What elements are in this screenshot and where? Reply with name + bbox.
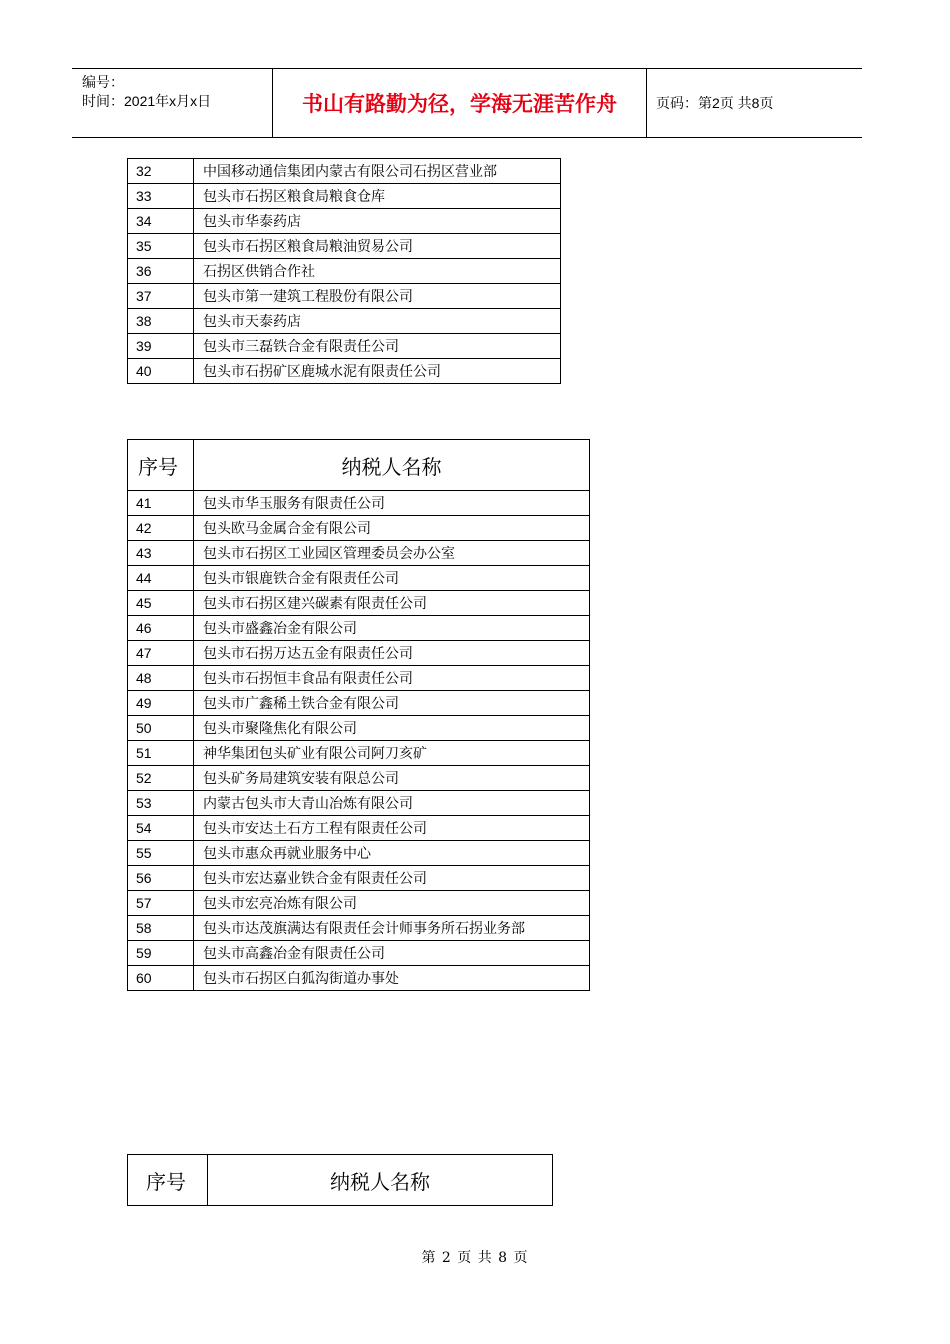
row-number: 44 bbox=[128, 566, 194, 591]
taxpayer-name: 中国移动通信集团内蒙古有限公司石拐区营业部 bbox=[194, 159, 561, 184]
taxpayer-name: 包头市宏达嘉业铁合金有限责任公司 bbox=[194, 866, 590, 891]
row-number: 54 bbox=[128, 816, 194, 841]
row-number: 58 bbox=[128, 916, 194, 941]
taxpayer-name: 包头市石拐区工业园区管理委员会办公室 bbox=[194, 541, 590, 566]
taxpayer-name: 包头市聚隆焦化有限公司 bbox=[194, 716, 590, 741]
taxpayer-name: 包头市银鹿铁合金有限责任公司 bbox=[194, 566, 590, 591]
row-number: 37 bbox=[128, 284, 194, 309]
table-row bbox=[128, 816, 590, 841]
taxpayer-name: 包头市石拐区白狐沟街道办事处 bbox=[194, 966, 590, 991]
header-page-info: 页码：第2页 共8页 bbox=[656, 95, 774, 111]
column-header-number: 序号 bbox=[128, 1155, 208, 1206]
header-meta bbox=[72, 69, 273, 137]
row-number: 50 bbox=[128, 716, 194, 741]
page-header bbox=[72, 68, 862, 138]
table-row bbox=[128, 791, 590, 816]
table-row bbox=[128, 891, 590, 916]
table-row bbox=[128, 334, 561, 359]
table-row bbox=[128, 491, 590, 516]
table-row bbox=[128, 566, 590, 591]
column-header-number: 序号 bbox=[128, 440, 194, 491]
taxpayer-name: 包头市高鑫冶金有限责任公司 bbox=[194, 941, 590, 966]
taxpayer-name: 包头市华玉服务有限责任公司 bbox=[194, 491, 590, 516]
table-row bbox=[128, 309, 561, 334]
table-row bbox=[128, 259, 561, 284]
taxpayer-name: 包头市广鑫稀土铁合金有限公司 bbox=[194, 691, 590, 716]
row-number: 45 bbox=[128, 591, 194, 616]
table-row bbox=[128, 641, 590, 666]
row-number: 38 bbox=[128, 309, 194, 334]
taxpayer-name: 神华集团包头矿业有限公司阿刀亥矿 bbox=[194, 741, 590, 766]
row-number: 32 bbox=[128, 159, 194, 184]
header-slogan: 书山有路勤为径，学海无涯苦作舟 bbox=[302, 92, 617, 116]
taxpayer-name: 包头市安达土石方工程有限责任公司 bbox=[194, 816, 590, 841]
row-number: 34 bbox=[128, 209, 194, 234]
row-number: 51 bbox=[128, 741, 194, 766]
taxpayer-name: 包头市石拐区建兴碳素有限责任公司 bbox=[194, 591, 590, 616]
taxpayer-name: 包头市天泰药店 bbox=[194, 309, 561, 334]
taxpayer-name: 内蒙古包头市大青山冶炼有限公司 bbox=[194, 791, 590, 816]
document-time-label: 时间：2021年x月x日 bbox=[82, 93, 212, 109]
row-number: 59 bbox=[128, 941, 194, 966]
row-number: 57 bbox=[128, 891, 194, 916]
taxpayer-name: 包头市三磊铁合金有限责任公司 bbox=[194, 334, 561, 359]
table-row bbox=[128, 916, 590, 941]
taxpayer-name: 包头市华泰药店 bbox=[194, 209, 561, 234]
row-number: 49 bbox=[128, 691, 194, 716]
taxpayer-name: 包头市石拐万达五金有限责任公司 bbox=[194, 641, 590, 666]
column-header-name: 纳税人名称 bbox=[194, 440, 590, 491]
table-row bbox=[128, 159, 561, 184]
table-row bbox=[128, 966, 590, 991]
row-number: 56 bbox=[128, 866, 194, 891]
table-row bbox=[128, 591, 590, 616]
page-footer: 第 2 页 共 8 页 bbox=[421, 1250, 529, 1266]
table-row bbox=[128, 359, 561, 384]
row-number: 43 bbox=[128, 541, 194, 566]
table-row bbox=[128, 866, 590, 891]
row-number: 53 bbox=[128, 791, 194, 816]
table-row bbox=[128, 741, 590, 766]
taxpayer-name: 石拐区供销合作社 bbox=[194, 259, 561, 284]
taxpayer-name: 包头市石拐矿区鹿城水泥有限责任公司 bbox=[194, 359, 561, 384]
taxpayer-name: 包头市宏亮冶炼有限公司 bbox=[194, 891, 590, 916]
taxpayer-name: 包头市盛鑫冶金有限公司 bbox=[194, 616, 590, 641]
table-row bbox=[128, 541, 590, 566]
row-number: 36 bbox=[128, 259, 194, 284]
table-header-row bbox=[128, 440, 590, 491]
taxpayer-name: 包头欧马金属合金有限公司 bbox=[194, 516, 590, 541]
taxpayer-name: 包头市惠众再就业服务中心 bbox=[194, 841, 590, 866]
table-row bbox=[128, 209, 561, 234]
row-number: 40 bbox=[128, 359, 194, 384]
row-number: 41 bbox=[128, 491, 194, 516]
table-row bbox=[128, 766, 590, 791]
table-header-row bbox=[128, 1155, 553, 1206]
row-number: 60 bbox=[128, 966, 194, 991]
table-row bbox=[128, 691, 590, 716]
row-number: 52 bbox=[128, 766, 194, 791]
taxpayer-table-continued bbox=[127, 158, 561, 384]
taxpayer-name: 包头市第一建筑工程股份有限公司 bbox=[194, 284, 561, 309]
table-row bbox=[128, 184, 561, 209]
row-number: 48 bbox=[128, 666, 194, 691]
table-row bbox=[128, 516, 590, 541]
table-row bbox=[128, 716, 590, 741]
taxpayer-name: 包头市石拐区粮食局粮油贸易公司 bbox=[194, 234, 561, 259]
header-slogan-cell bbox=[273, 69, 647, 137]
table-row bbox=[128, 666, 590, 691]
column-header-name: 纳税人名称 bbox=[208, 1155, 553, 1206]
taxpayer-name: 包头市达茂旗满达有限责任会计师事务所石拐业务部 bbox=[194, 916, 590, 941]
taxpayer-table bbox=[127, 439, 590, 991]
row-number: 46 bbox=[128, 616, 194, 641]
taxpayer-name: 包头市石拐区粮食局粮食仓库 bbox=[194, 184, 561, 209]
taxpayer-name: 包头市石拐恒丰食品有限责任公司 bbox=[194, 666, 590, 691]
table-row bbox=[128, 284, 561, 309]
row-number: 39 bbox=[128, 334, 194, 359]
row-number: 55 bbox=[128, 841, 194, 866]
table-row bbox=[128, 234, 561, 259]
document-number-label: 编号： bbox=[82, 74, 124, 90]
table-row bbox=[128, 941, 590, 966]
row-number: 42 bbox=[128, 516, 194, 541]
taxpayer-name: 包头矿务局建筑安装有限总公司 bbox=[194, 766, 590, 791]
row-number: 33 bbox=[128, 184, 194, 209]
table-row bbox=[128, 616, 590, 641]
row-number: 47 bbox=[128, 641, 194, 666]
taxpayer-table-next bbox=[127, 1154, 553, 1206]
row-number: 35 bbox=[128, 234, 194, 259]
table-row bbox=[128, 841, 590, 866]
